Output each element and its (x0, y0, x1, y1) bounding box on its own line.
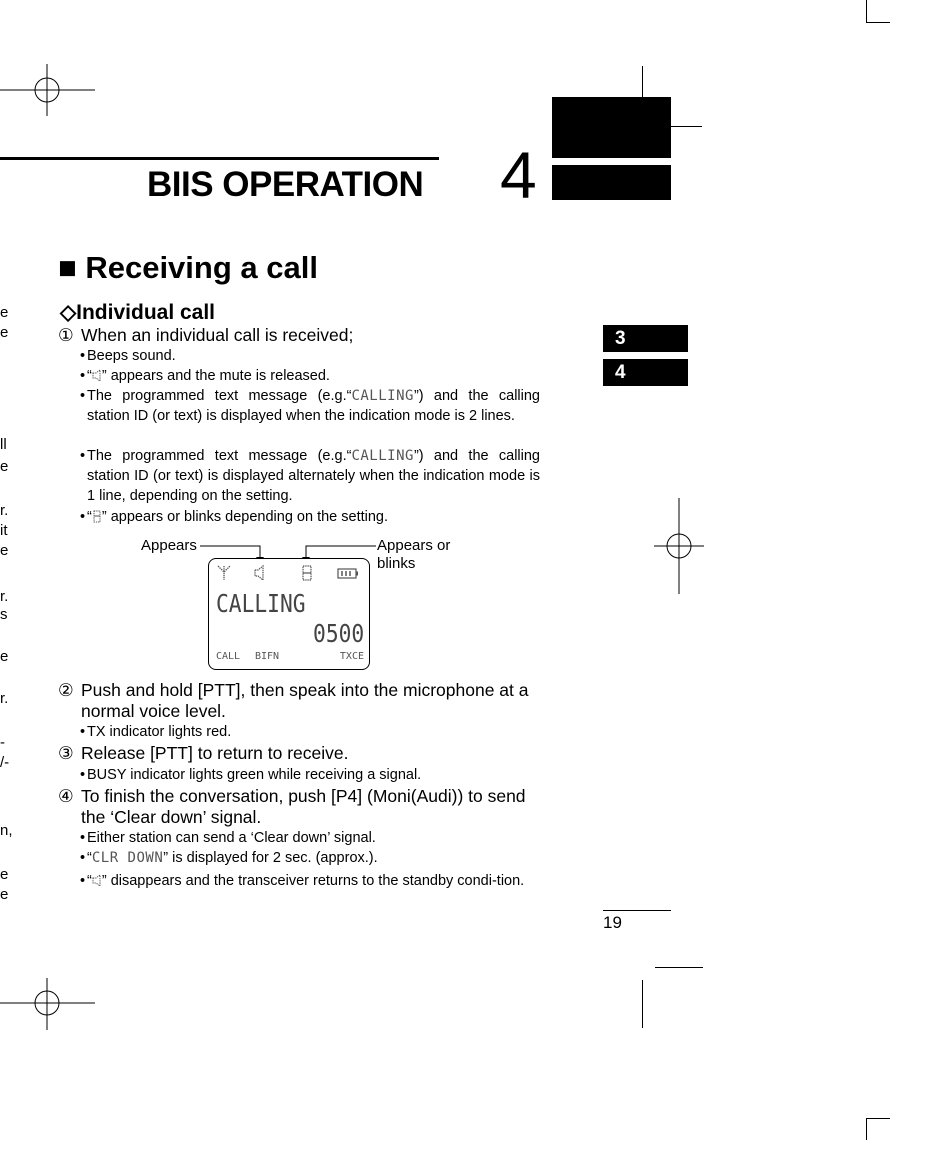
individual-call-icon (301, 565, 313, 581)
margin-fragment: e (0, 458, 9, 475)
step-number: ② (58, 680, 74, 700)
bullet: • BUSY indicator lights green while receiving a signal. (80, 767, 422, 783)
speaker-icon (254, 565, 266, 581)
lcd-text-calling: CALLING (351, 448, 414, 464)
bullet: • “ ” appears and the mute is released. (80, 368, 330, 384)
bullet: • Either station can send a ‘Clear down’ signal. (80, 830, 376, 846)
step-text: When an individual call is received; (81, 325, 354, 345)
margin-fragment: e (0, 648, 9, 665)
bullet: • “CLR DOWN” is displayed for 2 sec. (approx.). (80, 850, 378, 866)
soft-key-bifn: BIFN (255, 651, 280, 662)
step-number: ③ (58, 743, 74, 763)
speaker-icon (92, 874, 102, 887)
margin-fragment: r. (0, 502, 9, 519)
lcd-display (208, 558, 370, 670)
margin-fragment: e (0, 866, 9, 883)
lcd-text-calling: CALLING (351, 388, 414, 404)
bullet: • “ ” appears or blinks depending on the setting. (80, 509, 389, 525)
page-number: 19 (603, 913, 622, 932)
margin-fragment: /- (0, 754, 10, 771)
step-3 (58, 743, 542, 764)
bullet: • The programmed text message (e.g.“CALLING”) and the calling station ID (or text) is displayed when the indication mode is 2 lines. (80, 388, 540, 424)
step-4 (58, 786, 542, 828)
margin-fragment: r. (0, 588, 9, 605)
margin-fragment: r. (0, 690, 9, 707)
soft-key-txce: TXCE (339, 651, 364, 662)
bullet: • “ ” disappears and the transceiver returns to the standby condi-tion. (80, 873, 525, 889)
step-number: ① (58, 325, 74, 345)
margin-fragment: e (0, 304, 9, 321)
callout-appears: Appears (141, 537, 197, 554)
soft-key-call: CALL (216, 651, 241, 662)
step-text: To finish the conversation, push [P4] (Moni(Audi)) to send the ‘Clear down’ signal. (81, 786, 526, 827)
page-number-rule (603, 910, 671, 911)
margin-fragment: s (0, 606, 8, 623)
battery-icon (337, 568, 359, 579)
sub-heading: ◇Individual call (60, 301, 216, 324)
section-heading: ■ Receiving a call (58, 250, 318, 285)
step-number: ④ (58, 786, 74, 806)
bullet: • The programmed text message (e.g.“CALLING”) and the calling station ID (or text) is displayed alternately when the indication mode is 1 line, depending on the setting. (80, 448, 540, 504)
callout-appears-or-blinks: Appears or blinks (377, 537, 451, 572)
margin-fragment: e (0, 886, 9, 903)
margin-fragment: - (0, 734, 5, 751)
step-text: Push and hold [PTT], then speak into the microphone at a normal voice level. (81, 680, 529, 721)
margin-fragment: it (0, 522, 8, 539)
bullet: • TX indicator lights red. (80, 724, 232, 740)
margin-fragment: e (0, 542, 9, 559)
chapter-tab-3: 3 (603, 325, 688, 352)
antenna-icon (217, 565, 231, 581)
chapter-tab-4: 4 (603, 359, 688, 386)
lcd-station-code: 0500 (312, 619, 364, 648)
margin-fragment: n, (0, 822, 13, 839)
chapter-number: 4 (500, 138, 537, 212)
lcd-text-clr-down: CLR DOWN (91, 850, 164, 866)
chapter-title: BIIS OPERATION (147, 165, 424, 204)
step-text: Release [PTT] to return to receive. (81, 743, 349, 763)
step-2 (58, 680, 542, 722)
margin-fragment: e (0, 324, 9, 341)
margin-fragment: ll (0, 436, 7, 453)
bullet: • Beeps sound. (80, 348, 176, 364)
lcd-main-text: CALLING (216, 589, 306, 618)
